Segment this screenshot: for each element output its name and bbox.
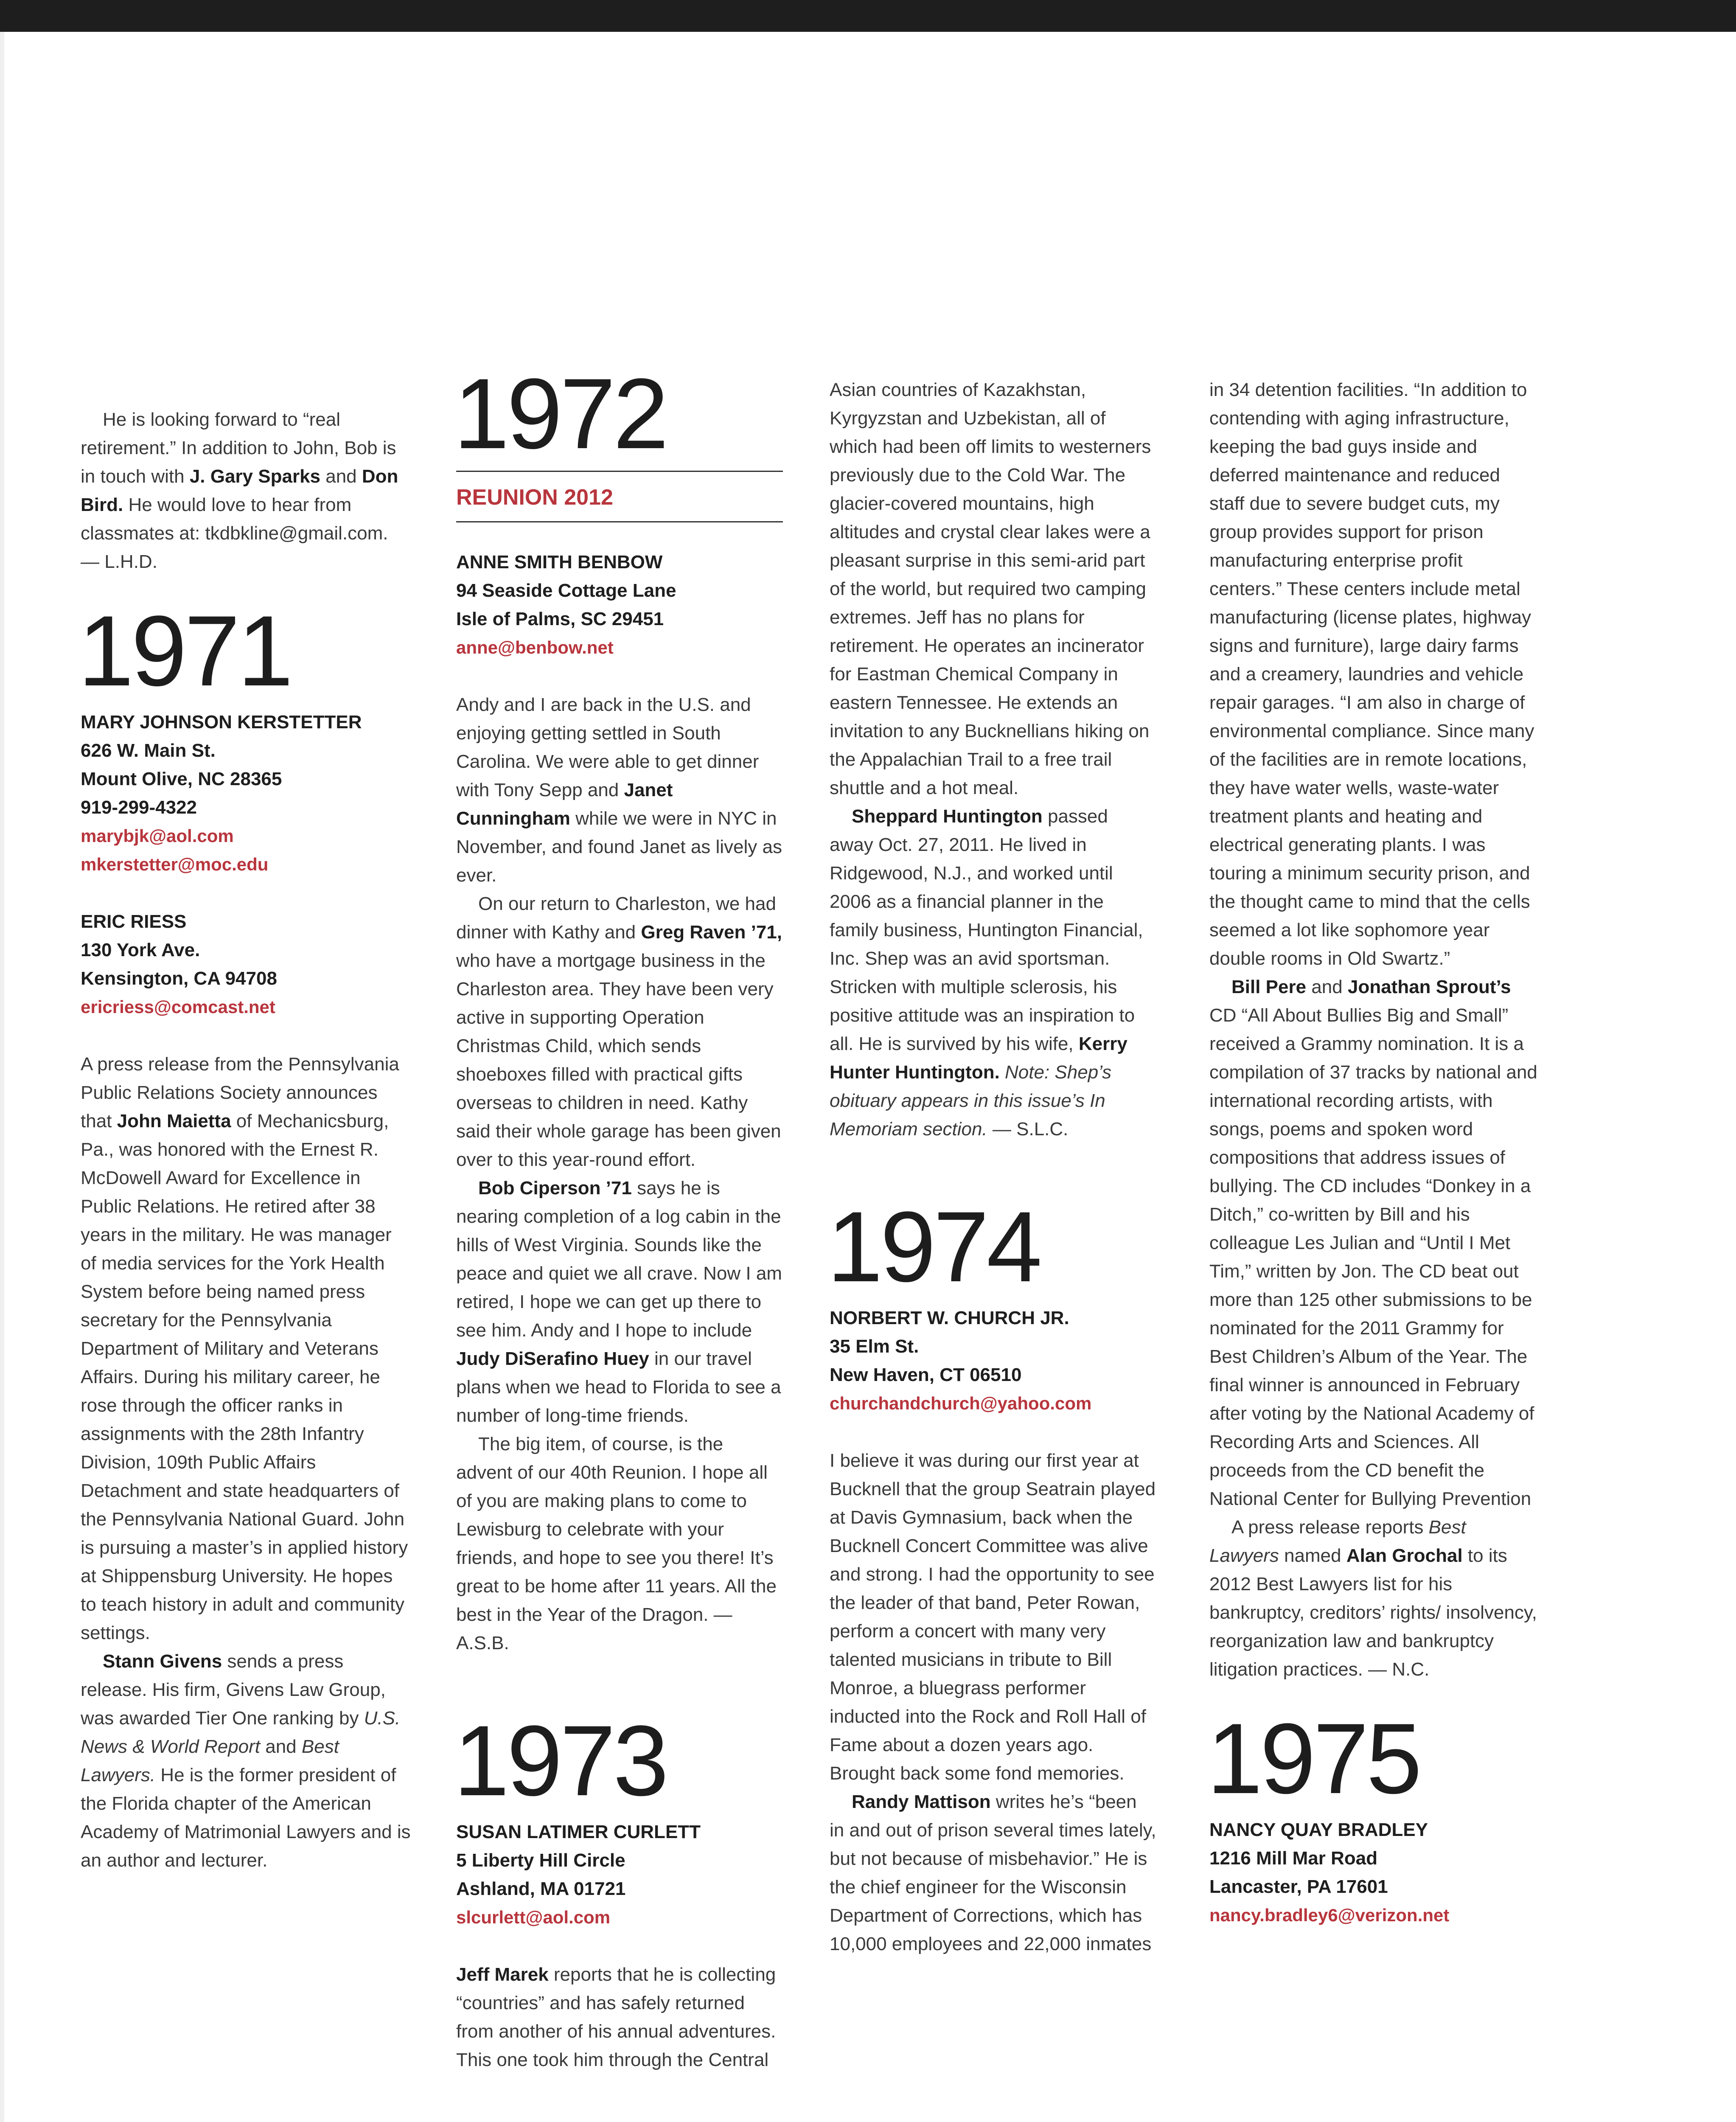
- class-year-heading: 1973: [454, 1705, 667, 1817]
- class-secretary-contact: SUSAN LATIMER CURLETT 5 Liberty Hill Circle Ashland, MA 01721 slcurlett@aol.com: [456, 1818, 783, 1931]
- paragraph: Bob Ciperson ’71 says he is nearing completion of a log cabin in the hills of West Virginia. Sounds like the peace and quiet we all crave. Now I am retired, I hope we can get up there to see him. Andy and I hope to include Judy DiSerafino Huey in our travel plans when we head to Florida to see a number of long-time friends.: [456, 1178, 782, 1426]
- reunion-banner: REUNION 2012: [456, 471, 783, 522]
- class-secretary-contact: NORBERT W. CHURCH JR. 35 Elm St. New Haven, CT 06510 churchandchurch@yahoo.com: [830, 1304, 1156, 1417]
- class-year-heading: 1974: [827, 1191, 1040, 1303]
- email-link[interactable]: churchandchurch@yahoo.com: [830, 1393, 1092, 1413]
- email-link[interactable]: anne@benbow.net: [456, 637, 614, 657]
- paragraph: The big item, of course, is the advent of our 40th Reunion. I hope all of you are making plans to come to Lewisburg to celebrate with your friends, and hope to see you there! It’s great to be home after 11 years. All the best in the Year of the Dragon. — A.S.B.: [456, 1434, 777, 1653]
- email-link[interactable]: nancy.bradley6@verizon.net: [1209, 1905, 1450, 1925]
- class-secretary-contact: NANCY QUAY BRADLEY 1216 Mill Mar Road Lancaster, PA 17601 nancy.bradley6@verizon.net: [1209, 1816, 1538, 1929]
- paragraph: A press release reports Best Lawyers named Alan Grochal to its 2012 Best Lawyers list for his bankruptcy, creditors’ rights/ insolvency, reorganization law and bankruptcy litigation practices. — N.C.: [1209, 1517, 1537, 1680]
- column-4: [1209, 376, 1538, 1958]
- page-spine-edge: [0, 32, 4, 2122]
- class-year-heading: 1975: [1207, 1703, 1420, 1815]
- paragraph: Stann Givens sends a press release. His firm, Givens Law Group, was awarded Tier One ranking by U.S. News & World Report and Best Lawyers. He is the former president of the Florida chapter of the American Academy of Matrimonial Lawyers and is an author and lecturer.: [81, 1651, 411, 1871]
- paragraph: Sheppard Huntington passed away Oct. 27, 2011. He lived in Ridgewood, N.J., and worked until 2006 as a financial planner in the family business, Huntington Financial, Inc. Shep was an avid sportsman. Stricken with multiple sclerosis, his positive attitude was an inspiration to all. He is survived by his wife, Kerry Hunter Huntington. Note: Shep’s obituary appears in this issue’s In Memoriam section. — S.L.C.: [830, 806, 1143, 1140]
- email-link[interactable]: slcurlett@aol.com: [456, 1907, 611, 1927]
- paragraph: in 34 detention facilities. “In addition to contending with aging infrastructure, keeping the bad guys inside and deferred maintenance and reduced staff due to severe budget cuts, my group provides support for prison manufacturing enterprise profit centers.” These centers include metal manufacturing (license plates, highway signs and furniture), large dairy farms and a creamery, laundries and vehicle repair garages. “I am also in charge of environmental compliance. Since many of the facilities are in remote locations, they have water wells, waste-water treatment plants and heating and electrical generating plants. I was touring a minimum security prison, and the thought came to mind that the cells seemed a lot like sophomore year double rooms in Old Swartz.”: [1209, 379, 1534, 969]
- paragraph: Randy Mattison writes he’s “been in and out of prison several times lately, but not because of misbehavior.” He is the chief engineer for the Wisconsin Department of Corrections, which has 10,000 employees and 22,000 inmates: [830, 1791, 1156, 1954]
- paragraph: A press release from the Pennsylvania Public Relations Society announces that John Maietta of Mechanicsburg, Pa., was honored with the Ernest R. McDowell Award for Excellence in Public Relations. He retired after 38 years in the military. He was manager of media services for the York Health System before being named press secretary for the Pennsylvania Department of Military and Veterans Affairs. During his military career, he rose through the officer ranks in assignments with the 28th Infantry Division, 109th Public Affairs Detachment and state headquarters of the Pennsylvania National Guard. John is pursuing a master’s in applied history at Shippensburg University. He hopes to teach history in adult and community settings.: [81, 1054, 408, 1643]
- class-year-heading: 1972: [454, 358, 667, 470]
- paragraph: I believe it was during our first year at Bucknell that the group Seatrain played at Davis Gymnasium, back when the Bucknell Concert Committee was alive and strong. I had the opportunity to see the leader of that band, Peter Rowan, perform a concert with many very talented musicians in tribute to Bill Monroe, a bluegrass performer inducted into the Rock and Roll Hall of Fame about a dozen years ago. Brought back some fond memories.: [830, 1450, 1156, 1784]
- class-secretary-contact: ANNE SMITH BENBOW 94 Seaside Cottage Lane Isle of Palms, SC 29451 anne@benbow.net: [456, 548, 783, 662]
- class-secretary-contact: ERIC RIESS 130 York Ave. Kensington, CA 94708 ericriess@comcast.net: [81, 907, 412, 1021]
- paragraph: On our return to Charleston, we had dinner with Kathy and Greg Raven ’71, who have a mortgage business in the Charleston area. They have been very active in supporting Operation Christmas Child, which sends shoeboxes filled with practical gifts overseas to children in need. Kathy said their whole garage has been given over to this year-round effort.: [456, 893, 782, 1170]
- email-link[interactable]: mkerstetter@moc.edu: [81, 854, 269, 874]
- column-3: [827, 376, 1156, 1958]
- email-link[interactable]: marybjk@aol.com: [81, 826, 234, 846]
- magazine-page: [0, 32, 1736, 2122]
- paragraph: Jeff Marek reports that he is collecting “countries” and has safely returned from another of his annual adventures. This one took him through the Central: [456, 1964, 776, 2070]
- email-link[interactable]: ericriess@comcast.net: [81, 997, 275, 1017]
- paragraph: Bill Pere and Jonathan Sprout’s CD “All About Bullies Big and Small” received a Grammy nomination. It is a compilation of 37 tracks by national and international recording artists, with songs, poems and spoken word compositions that address issues of bullying. The CD includes “Donkey in a Ditch,” co-written by Bill and his colleague Les Julian and “Until I Met Tim,” written by Jon. The CD beat out more than 125 other submissions to be nominated for the 2011 Grammy for Best Children’s Album of the Year. The final winner is announced in February after voting by the National Academy of Recording Arts and Sciences. All proceeds from the CD benefit the National Center for Bullying Prevention: [1209, 977, 1537, 1509]
- class-year-heading: 1971: [78, 595, 291, 707]
- column-2: [454, 358, 783, 2074]
- paragraph: Andy and I are back in the U.S. and enjoying getting settled in South Carolina. We were able to get dinner with Tony Sepp and Janet Cunningham while we were in NYC in November, and found Janet as lively as ever.: [456, 694, 782, 886]
- column-1: [78, 405, 412, 1875]
- paragraph: He is looking forward to “real retirement.” In addition to John, Bob is in touch with J. Gary Sparks and Don Bird. He would love to hear from classmates at: tkdbkline@gmail.com. — L.H.D.: [81, 409, 398, 572]
- paragraph: Asian countries of Kazakhstan, Kyrgyzstan and Uzbekistan, all of which had been off limits to westerners previously due to the Cold War. The glacier-covered mountains, high altitudes and crystal clear lakes were a pleasant surprise in this semi-arid part of the world, but required two camping extremes. Jeff has no plans for retirement. He operates an incinerator for Eastman Chemical Company in eastern Tennessee. He extends an invitation to any Bucknellians hiking on the Appalachian Trail to a free trail shuttle and a hot meal.: [830, 379, 1151, 798]
- class-secretary-contact: MARY JOHNSON KERSTETTER 626 W. Main St. Mount Olive, NC 28365 919-299-4322 marybjk@aol.com mkerstetter@moc.edu: [81, 708, 412, 879]
